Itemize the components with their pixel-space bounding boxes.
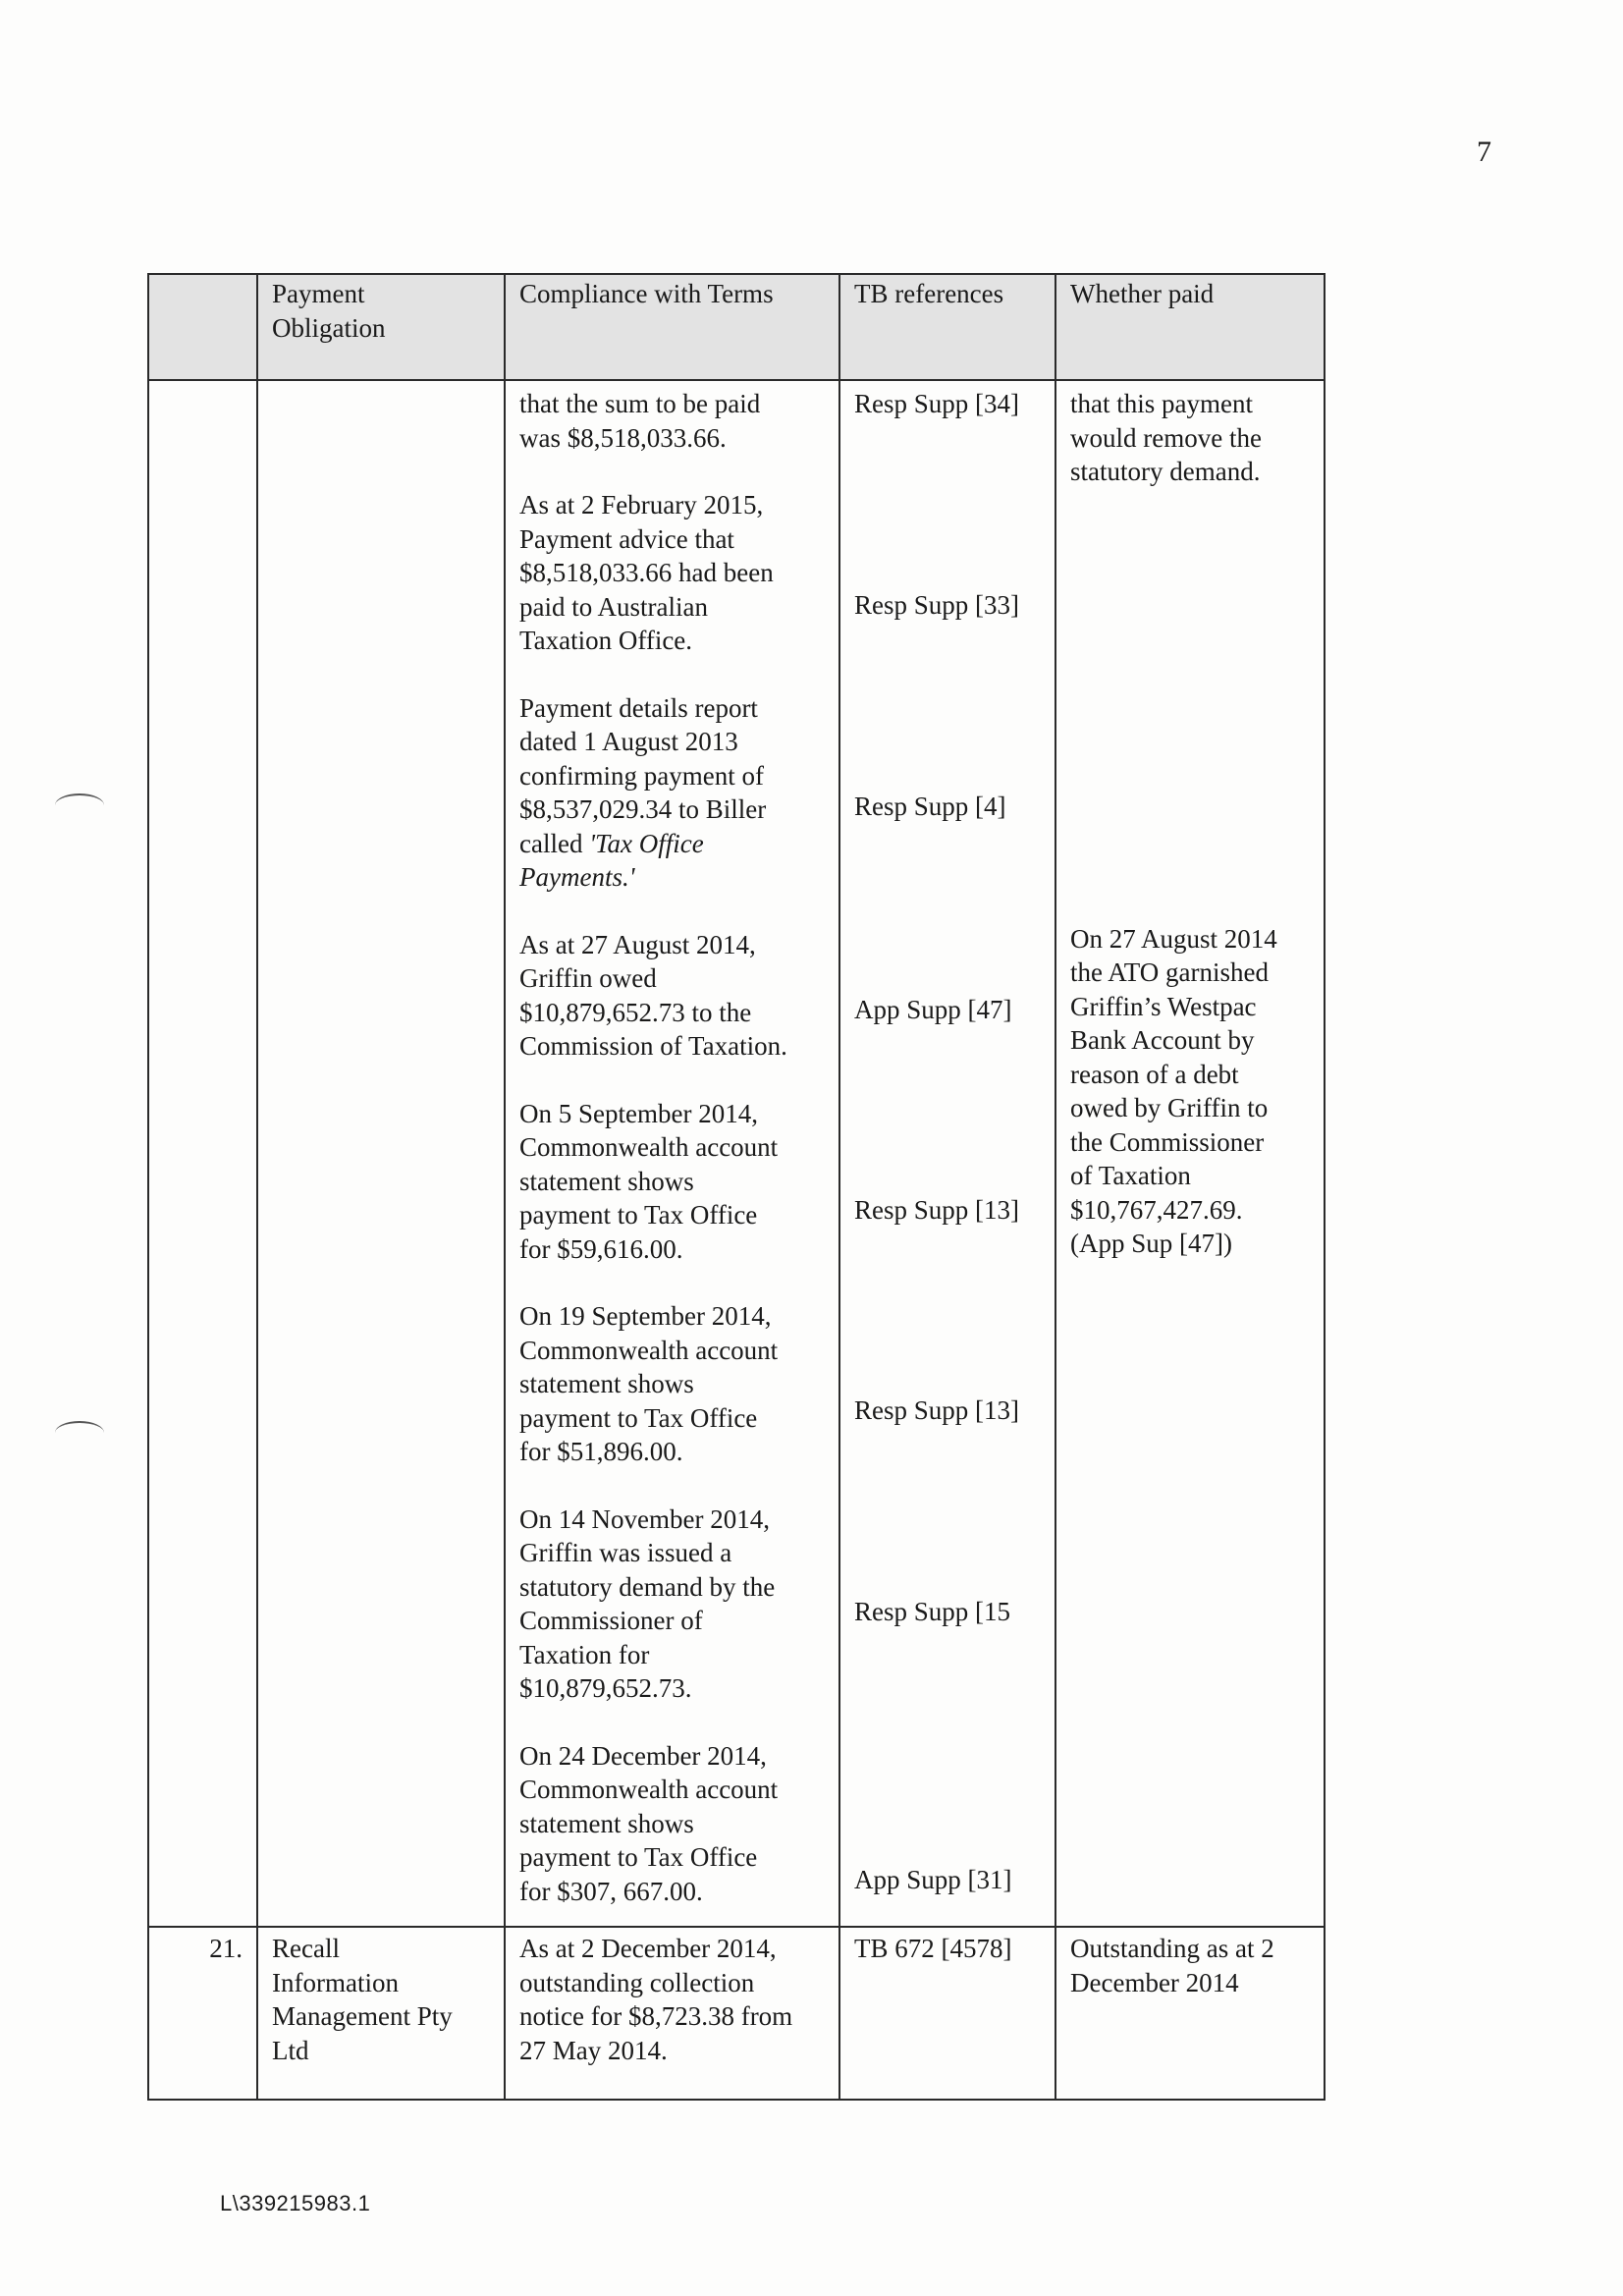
tb-reference: App Supp [31] [854,1865,1012,1894]
compliance-entry: As at 27 August 2014, Griffin owed $10,879,652.73 to the Commission of Taxation. [519,929,787,1061]
row-number: 21. [148,1927,257,2100]
header-payment-obligation: Payment Obligation [257,274,505,380]
number-cell [148,380,257,1927]
payee-name: 'Tax Office Payments.' [519,828,704,892]
table-row [148,1927,1325,2100]
tb-reference: Resp Supp [13] [854,1395,1019,1425]
tb-reference-cell: TB 672 [4578] [839,1927,1055,2100]
page-number: 7 [1477,136,1491,168]
compliance-entry-group [519,691,831,895]
compliance-cell [505,380,839,1927]
tb-reference: Resp Supp [34] [854,389,1019,418]
tb-reference: App Supp [47] [854,995,1012,1024]
tb-reference: Resp Supp [4] [854,792,1006,821]
compliance-entry: On 24 December 2014, Commonwealth account statement shows payment to Tax Office for $307, 667.00. [519,1740,779,1906]
whether-paid-cell: Outstanding as at 2 December 2014 [1055,1927,1325,2100]
compliance-entry: On 19 September 2014, Commonwealth account statement shows payment to Tax Office for $51,896.00. [519,1301,779,1466]
compliance-entry: Payment details report dated 1 August 2013 confirming payment of $8,537,029.34 to Biller called [519,692,767,858]
compliance-entry: As at 2 February 2015, Payment advice that $8,518,033.66 had been paid to Australian Taxation Office. [519,490,774,655]
tb-reference: Resp Supp [15 [854,1597,1011,1626]
payment-obligations-table [147,273,1325,2101]
tb-reference: Resp Supp [33] [854,590,1019,620]
document-reference: L\339215983.1 [220,2191,371,2215]
tb-references-cell [839,380,1055,1927]
table-row [148,380,1325,1927]
payment-obligation-cell: Recall Information Management Pty Ltd [257,1927,505,2100]
whether-paid-entry: On 27 August 2014 the ATO garnished Griffin’s Westpac Bank Account by reason of a debt owed by Griffin to the Commissioner of Taxation $10,767,427.69. (App Sup [47]) [1070,923,1277,1258]
header-compliance-with-terms: Compliance with Terms [505,274,839,380]
compliance-entry: On 14 November 2014, Griffin was issued a statutory demand by the Commissioner of Taxation for $10,879,652.73. [519,1503,776,1703]
whether-paid-cell [1055,380,1325,1927]
payment-obligation-cell [257,380,505,1927]
punch-hole-mark [55,1421,104,1445]
compliance-entry: On 5 September 2014, Commonwealth account statement shows payment to Tax Office for $59,616.00. [519,1098,779,1264]
header-whether-paid: Whether paid [1055,274,1325,380]
header-number [148,274,257,380]
compliance-cell: As at 2 December 2014, outstanding collection notice for $8,723.38 from 27 May 2014. [505,1927,839,2100]
whether-paid-entry: that this payment would remove the statutory demand. [1070,389,1262,486]
tb-reference: Resp Supp [13] [854,1195,1019,1225]
punch-hole-mark [55,793,104,817]
compliance-entry: that the sum to be paid was $8,518,033.66. [519,389,761,453]
table-header-row [148,274,1325,380]
header-tb-references: TB references [839,274,1055,380]
